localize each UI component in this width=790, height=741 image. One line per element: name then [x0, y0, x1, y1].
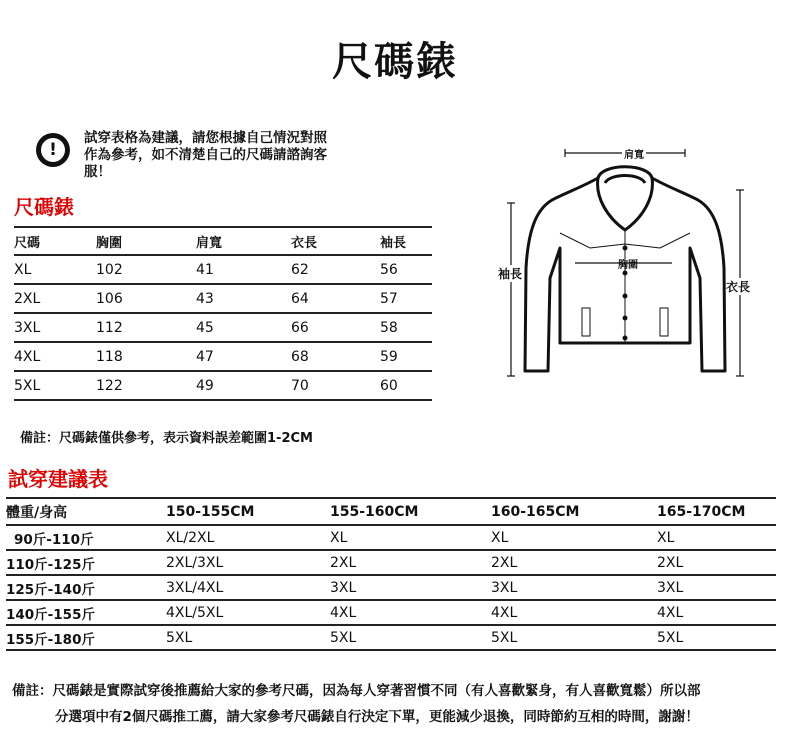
notice-line-3: 服！ — [84, 164, 111, 180]
table-row — [14, 371, 432, 400]
length-label: 衣長 — [726, 280, 751, 294]
cell: 112 — [96, 319, 123, 336]
table-row — [14, 313, 432, 342]
cell: XL/2XL — [166, 529, 215, 546]
cell: XL — [657, 529, 675, 546]
cell: 3XL — [14, 319, 41, 336]
cell: 68 — [291, 348, 309, 365]
cell: 102 — [96, 261, 123, 278]
exclamation-circle-icon: ! — [36, 133, 70, 167]
cell: 5XL — [330, 629, 357, 646]
table-row — [6, 625, 776, 650]
cell: 60 — [380, 377, 398, 394]
cell: 59 — [380, 348, 398, 365]
bottom-note-line-1: 備註：尺碼錶是實際試穿後推薦給大家的參考尺碼，因為每人穿著習慣不同（有人喜歡緊身，有人喜歡寬鬆）所以部 — [12, 683, 701, 699]
cell: 5XL — [491, 629, 518, 646]
header-height-range: 150-155CM — [166, 503, 255, 520]
header-weight-height: 體重/身高 — [6, 504, 68, 521]
weight-cell: 140斤-155斤 — [6, 606, 95, 623]
header-chest: 胸圍 — [96, 235, 123, 251]
cell: 4XL — [491, 604, 518, 621]
table-row — [6, 525, 776, 550]
cell: 56 — [380, 261, 398, 278]
header-shoulder: 肩寬 — [196, 235, 223, 251]
cell: 66 — [291, 319, 309, 336]
cell: 47 — [196, 348, 214, 365]
cell: 3XL — [330, 579, 357, 596]
shoulder-label: 肩寬 — [622, 146, 646, 161]
cell: 4XL — [14, 348, 41, 365]
notice-line-1: 試穿表格為建議，請您根據自己情況對照 — [84, 130, 327, 146]
cell: 2XL/3XL — [166, 554, 224, 571]
cell: 43 — [196, 290, 214, 307]
table-row — [6, 550, 776, 575]
cell: 64 — [291, 290, 309, 307]
sleeve-label: 袖長 — [498, 267, 523, 281]
table-row — [14, 342, 432, 371]
weight-cell: 90斤-110斤 — [14, 531, 94, 548]
table-header-row — [14, 227, 432, 255]
cell: 122 — [96, 377, 123, 394]
weight-cell: 155斤-180斤 — [6, 631, 95, 648]
cell: XL — [14, 261, 32, 278]
size-chart-note: 備註：尺碼錶僅供參考，表示資料誤差範圍1-2CM — [20, 431, 313, 446]
cell: 118 — [96, 348, 123, 365]
table-row — [6, 600, 776, 625]
cell: 2XL — [330, 554, 357, 571]
header-height-range: 160-165CM — [491, 503, 580, 520]
cell: 4XL — [657, 604, 684, 621]
cell: 41 — [196, 261, 214, 278]
cell: 2XL — [14, 290, 41, 307]
cell: 4XL/5XL — [166, 604, 224, 621]
table-row — [14, 255, 432, 284]
header-size: 尺碼 — [14, 235, 41, 251]
cell: 106 — [96, 290, 123, 307]
cell: XL — [330, 529, 348, 546]
header-sleeve: 袖長 — [380, 235, 407, 251]
cell: 70 — [291, 377, 309, 394]
cell: 2XL — [491, 554, 518, 571]
table-row — [6, 575, 776, 600]
notice-line-2: 作為參考，如不清楚自己的尺碼請諮詢客 — [84, 147, 327, 163]
cell: 2XL — [657, 554, 684, 571]
cell: 49 — [196, 377, 214, 394]
size-chart-table — [14, 226, 432, 401]
fit-guide-heading: 試穿建議表 — [8, 467, 108, 491]
cell: 3XL — [491, 579, 518, 596]
header-length: 衣長 — [291, 235, 318, 251]
cell: 62 — [291, 261, 309, 278]
cell: XL — [491, 529, 509, 546]
jacket-diagram — [490, 138, 790, 390]
cell: 5XL — [166, 629, 193, 646]
table-header-row — [6, 498, 776, 525]
chest-label: 胸圍 — [618, 260, 638, 271]
cell: 3XL — [657, 579, 684, 596]
fit-guide-table — [6, 497, 776, 651]
cell: 3XL/4XL — [166, 579, 224, 596]
weight-cell: 110斤-125斤 — [6, 556, 95, 573]
cell: 58 — [380, 319, 398, 336]
size-chart-heading: 尺碼錶 — [14, 195, 74, 219]
page-title: 尺碼錶 — [332, 39, 458, 85]
table-row — [14, 284, 432, 313]
header-height-range: 165-170CM — [657, 503, 746, 520]
cell: 45 — [196, 319, 214, 336]
cell: 5XL — [657, 629, 684, 646]
cell: 57 — [380, 290, 398, 307]
bottom-note-line-2: 分選項中有2個尺碼推工薦，請大家參考尺碼錶自行決定下單，更能減少退換，同時節約互相的時間，謝謝！ — [55, 709, 699, 725]
cell: 5XL — [14, 377, 41, 394]
weight-cell: 125斤-140斤 — [6, 581, 95, 598]
header-height-range: 155-160CM — [330, 503, 419, 520]
cell: 4XL — [330, 604, 357, 621]
